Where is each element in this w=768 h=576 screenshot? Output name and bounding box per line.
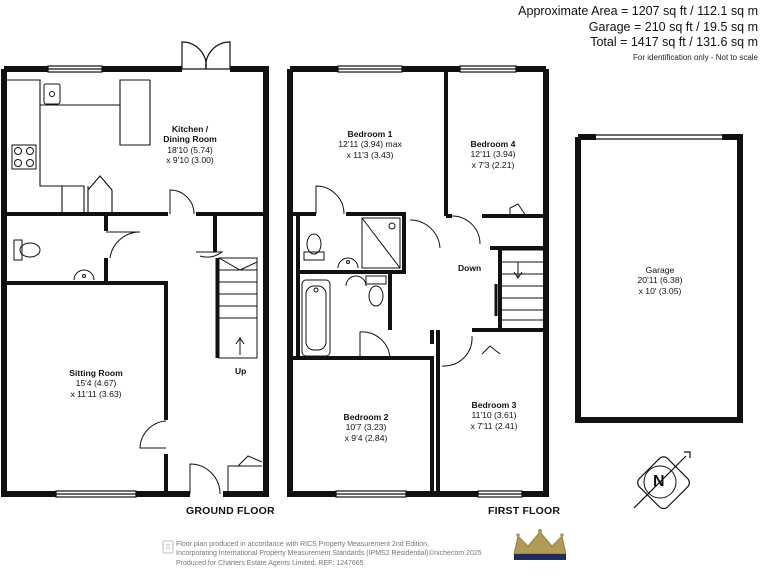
footer-line-1: Floor plan produced in accordance with RICS Property Measurement 2nd Edition, [176,541,429,548]
area-summary [518,4,758,65]
room-dim: 11'10 (3.61) [471,410,517,421]
footer-line-3: Produced for Charters Estate Agents Limited. REF: 1247665 [176,559,364,567]
approx-area: Approximate Area = 1207 sq ft / 112.1 sq m [518,4,758,18]
room-name-2: Dining Room [163,134,217,145]
room-bedroom-4 [452,139,534,170]
bedroom-1-door [316,186,344,214]
room-dim: 15'4 (4.67) [75,378,117,389]
room-dim: x 10' (3.05) [638,285,682,296]
room-dim: x 11'11 (3.63) [70,388,122,399]
hall-cupboard-door [196,252,222,257]
scale-note: For identification only - Not to scale [633,52,758,62]
ground-floor-label: GROUND FLOOR [186,505,275,517]
kitchen-french-doors [178,42,236,69]
room-name: Bedroom 3 [471,400,517,410]
ensuite-sink-icon [338,258,358,268]
kitchen-counters [7,80,150,214]
footer-line-2: Incorporating International Property Measurement Standards (IPMS2 Residential). [176,550,431,558]
cloakroom-door [106,232,140,258]
kitchen-door [170,190,194,214]
bathroom-wc-icon [366,276,386,306]
total-area: Total = 1417 sq ft / 131.6 sq m [590,35,758,49]
ground-floor-stairs [217,258,257,358]
room-dim: 20'11 (6.38) [637,275,683,286]
garage-area: Garage = 210 sq ft / 19.5 sq m [588,19,758,34]
landing-door [410,220,440,248]
room-name: Bedroom 4 [470,139,516,149]
room-dim: 10'7 (3.23) [345,422,387,433]
footer-brand: ©nichecom 2025 [429,550,482,557]
first-floor-stairs [496,250,546,330]
wc-icon [14,240,40,260]
room-name: Bedroom 1 [347,129,393,139]
room-sitting [44,368,148,399]
meter-cupboard [228,456,262,494]
ground-floor-interior-walls [4,214,266,494]
room-kitchen [150,124,230,166]
front-door [190,464,220,494]
shower-icon [362,218,400,268]
room-dim: 12'11 (3.94) max [338,139,402,150]
footer-text [176,540,482,568]
sitting-room-door [140,421,166,448]
room-dim: x 11'3 (3.43) [346,149,394,160]
room-dim: x 7'3 (2.21) [471,159,515,170]
room-bedroom-1 [318,129,422,160]
first-floor-label: FIRST FLOOR [488,505,561,517]
ground-floor-plan [4,42,266,497]
room-name: Garage [645,265,675,275]
room-dim: x 7'11 (2.41) [470,420,518,431]
room-bedroom-2 [320,412,412,443]
room-dim: x 9'4 (2.84) [344,432,388,443]
ensuite-wc-icon [304,234,324,260]
room-dim: x 9'10 (3.00) [166,155,214,166]
footer-logo-icon [163,541,173,553]
stairs-up-label: Up [235,366,247,376]
compass-north-label: N [653,473,665,490]
room-name: Sitting Room [69,368,123,378]
room-bedroom-3 [448,400,540,431]
bathroom-sink-icon [346,276,366,286]
bedroom-3-door [442,336,500,366]
room-name: Bedroom 2 [343,412,389,422]
cloakroom-sink-icon [74,270,94,280]
room-name: Kitchen / [171,124,209,134]
room-dim: 12'11 (3.94) [470,149,516,160]
stairs-down-label: Down [458,263,482,273]
room-garage [610,265,710,296]
sink-icon [44,84,60,104]
room-dim: 18'10 (5.74) [167,144,213,155]
bedroom-4-door [452,204,526,244]
crown-logo-icon [514,529,566,560]
bath-icon [302,280,330,356]
hob-icon [12,145,36,169]
bathroom-door [360,332,390,358]
